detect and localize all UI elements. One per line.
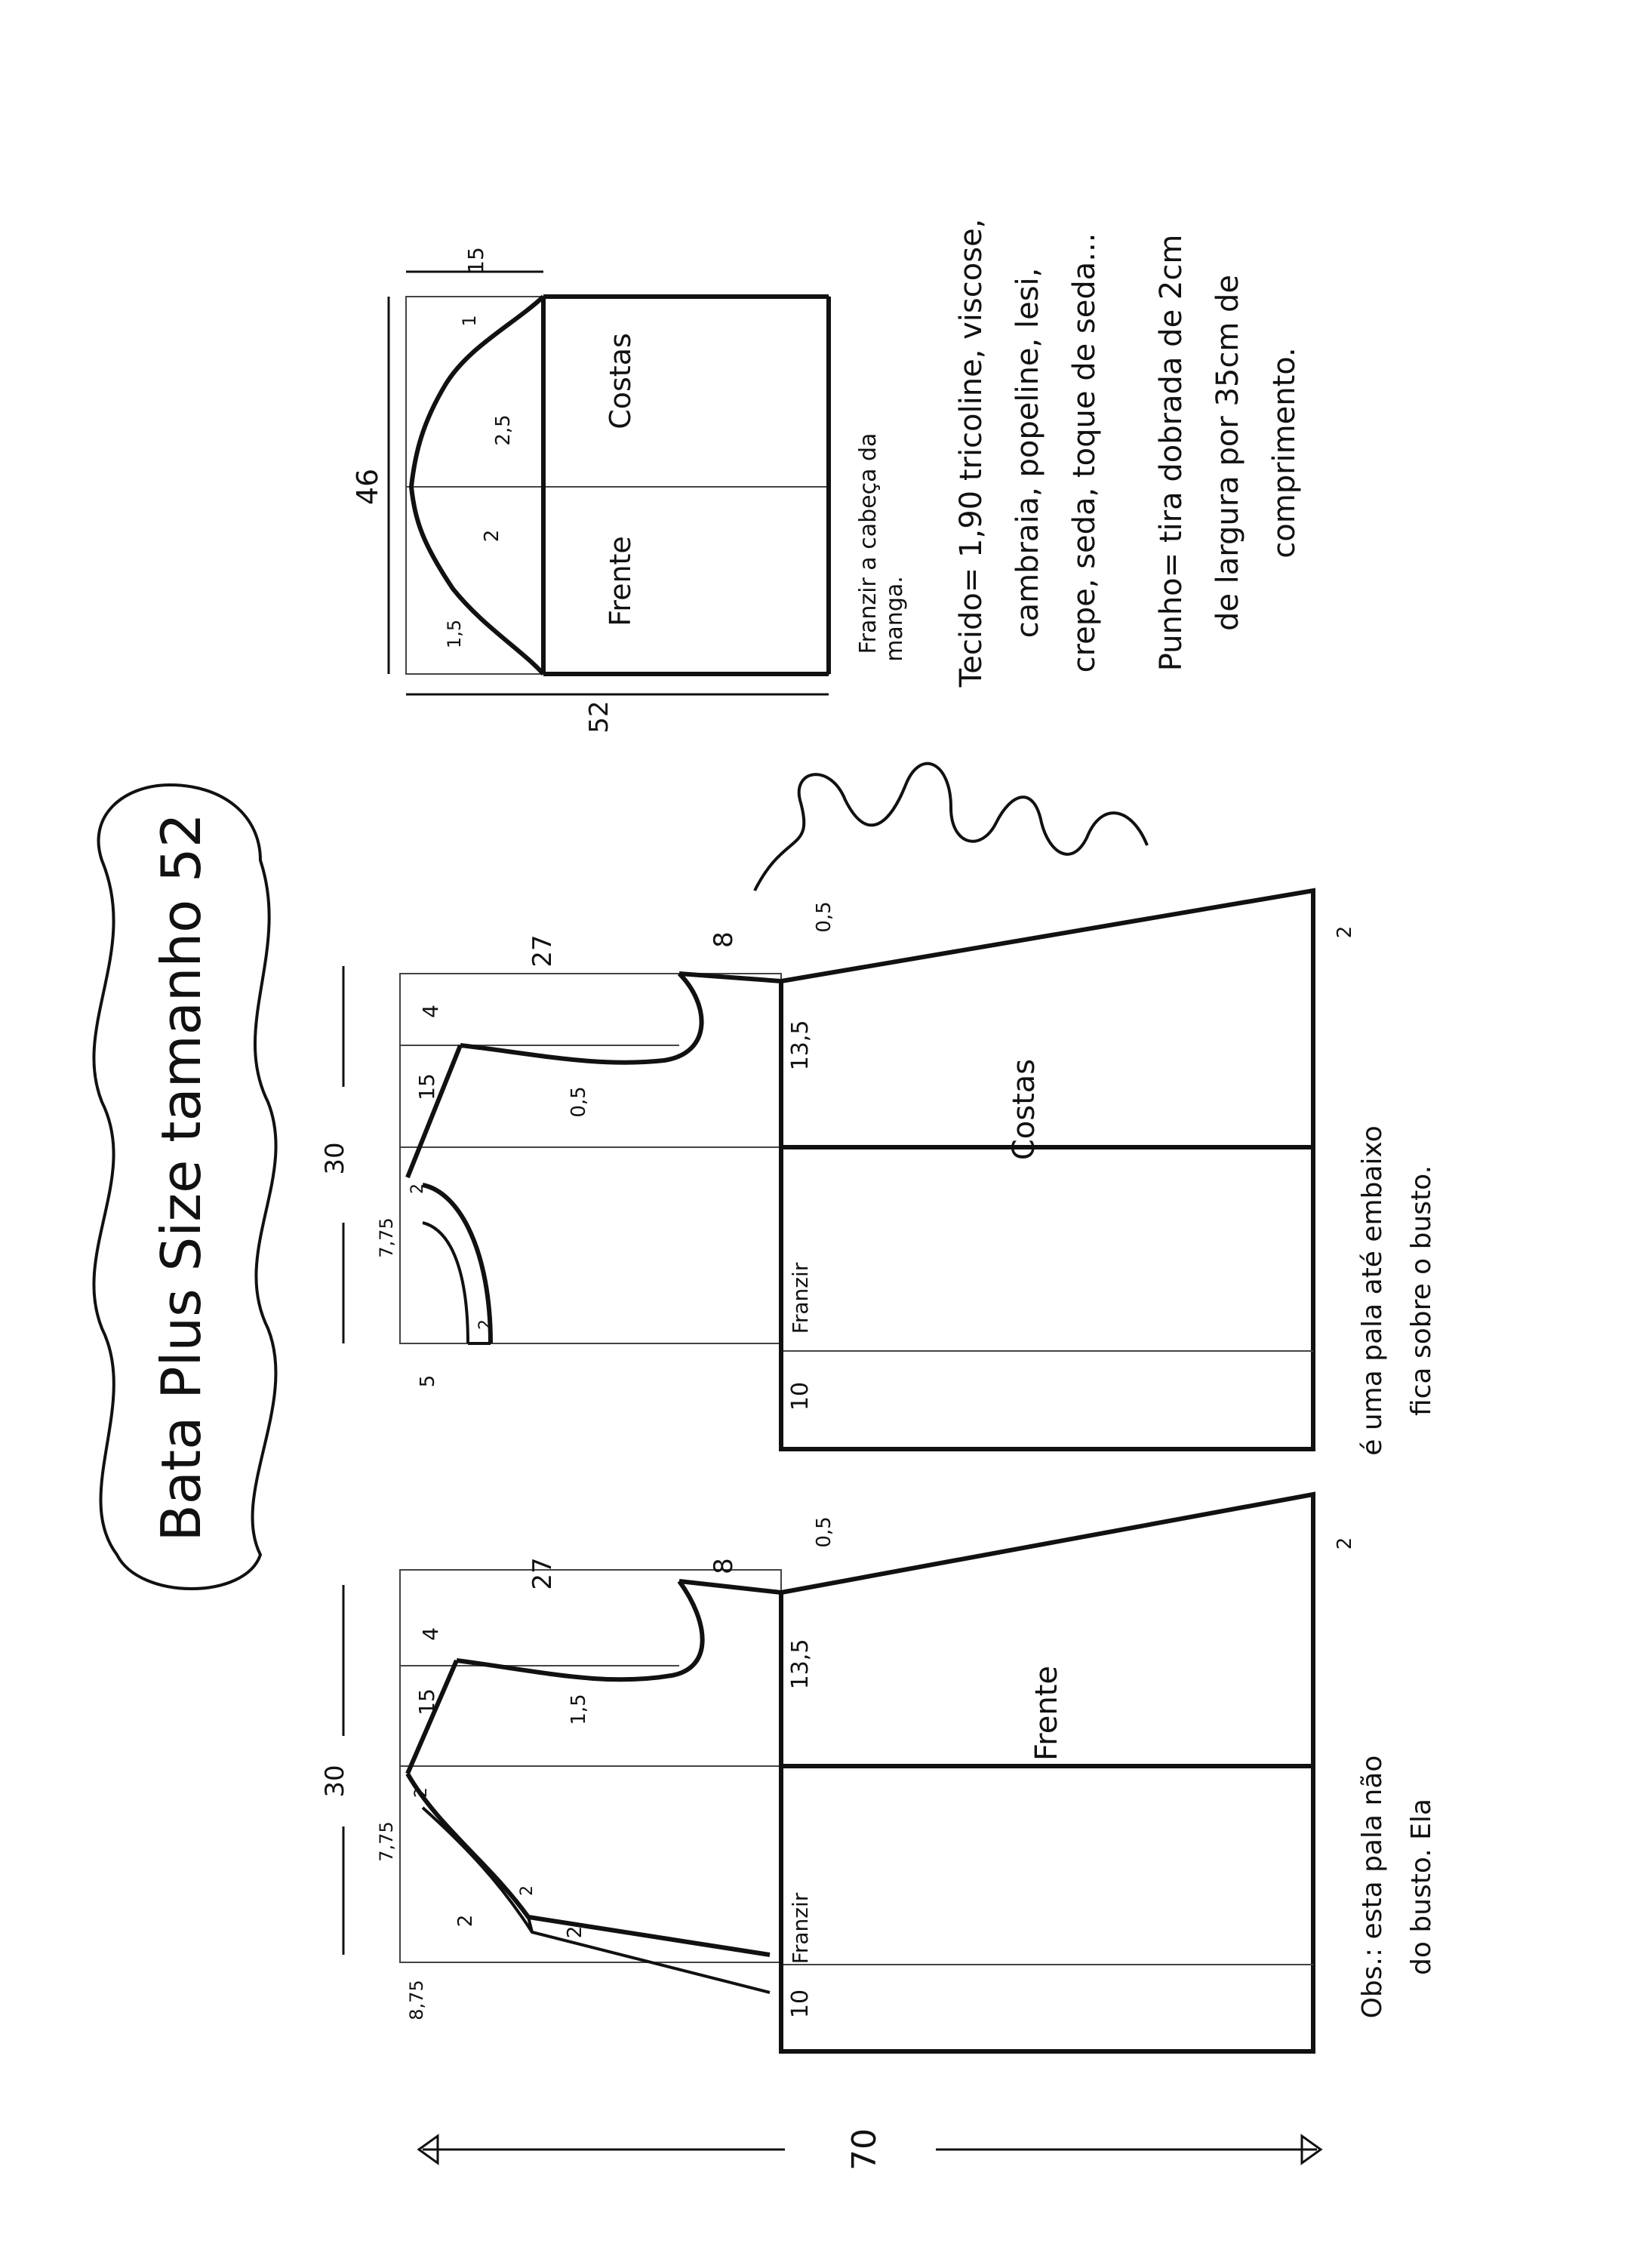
front-yoke-width: 2 [454,1914,477,1928]
sleeve-gather-note-1: Franzir a cabeça da [855,432,881,654]
cuff-line2: de largura por 35cm de [1211,274,1245,632]
back-bottom-flare: 2 [1334,925,1356,939]
cuff-line1: Punho= tira dobrada de 2cm [1154,234,1189,672]
sleeve-cap-b: 2,5 [492,414,515,446]
front-armhole-depth: 8 [709,1558,739,1574]
front-note-line1: Obs.: esta pala não [1357,1755,1388,2019]
back-note-line2: fica sobre o busto. [1406,1165,1437,1417]
sleeve-width: 52 [584,700,614,734]
sleeve-cap-a: 1 [459,315,480,327]
materials-notes [954,219,1302,688]
back-pattern [320,891,1437,1456]
front-half-width: 13,5 [787,1639,814,1690]
sleeve-cap-c: 2 [481,529,503,543]
back-width-top: 30 [320,1142,350,1175]
front-pattern [320,1494,1437,2051]
sleeve-gather-note-2: manga. [881,576,908,662]
sleeve-back-label: Costas [604,333,637,429]
back-armhole-curve: 0,5 [568,1086,590,1118]
front-neck-b: 8,75 [406,1980,427,2020]
sleeve-cap-d: 1,5 [444,619,465,649]
fabric-line3: crepe, seda, toque de seda... [1067,232,1102,673]
front-shoulder-height: 27 [528,1557,558,1590]
front-width-top: 30 [320,1765,350,1798]
sleeve-pattern [351,247,908,733]
front-gather-label: Franzir [788,1892,813,1965]
back-neck-base: 5 [417,1374,439,1388]
sleeve-cap-top: 15 [463,247,488,274]
back-piece-label: Costas [1007,1058,1041,1161]
signature [755,764,1147,891]
back-side-drop: 0,5 [813,901,835,933]
overall-length-label: 70 [845,2128,884,2171]
front-yoke-inner-b: 2 [564,1925,586,1939]
front-side-drop: 0,5 [813,1516,835,1548]
back-shoulder-len: 15 [414,1073,439,1100]
cuff-line3: comprimento. [1267,347,1302,559]
sleeve-length: 46 [351,468,384,506]
overall-length-dimension [419,2113,1321,2181]
back-neck-width: 2 [408,1183,427,1194]
front-neck-drop: 4 [418,1627,443,1641]
front-piece-label: Frente [1029,1666,1064,1761]
title-banner [94,785,275,1589]
back-hem-allow: 10 [787,1381,814,1411]
sleeve-front-label: Frente [604,536,637,626]
back-shoulder-height: 27 [528,934,558,968]
back-neck-a: 7,75 [376,1217,397,1258]
back-neck-drop: 4 [418,1005,443,1018]
front-yoke-inner: 2 [518,1885,537,1896]
front-neck-a: 7,75 [376,1821,397,1862]
page-title: Bata Plus Size tamanho 52 [149,813,213,1542]
fabric-line2: cambraia, popeline, lesi, [1011,267,1045,639]
front-neck-width: 2 [412,1787,431,1798]
front-shoulder-len: 15 [414,1688,439,1716]
fabric-line1: Tecido= 1,90 tricoline, viscose, [954,218,989,688]
back-note-line1: é uma pala até embaixo [1357,1125,1388,1456]
back-neck-width-b: 2 [476,1319,495,1330]
front-armhole-curve: 1,5 [568,1694,590,1725]
back-gather-label: Franzir [788,1262,813,1334]
front-bottom-flare: 2 [1334,1537,1356,1550]
front-note-line2: do busto. Ela [1406,1799,1437,1975]
back-half-width: 13,5 [787,1020,814,1071]
front-hem-allow: 10 [787,1989,814,2019]
back-armhole-depth: 8 [709,931,739,948]
